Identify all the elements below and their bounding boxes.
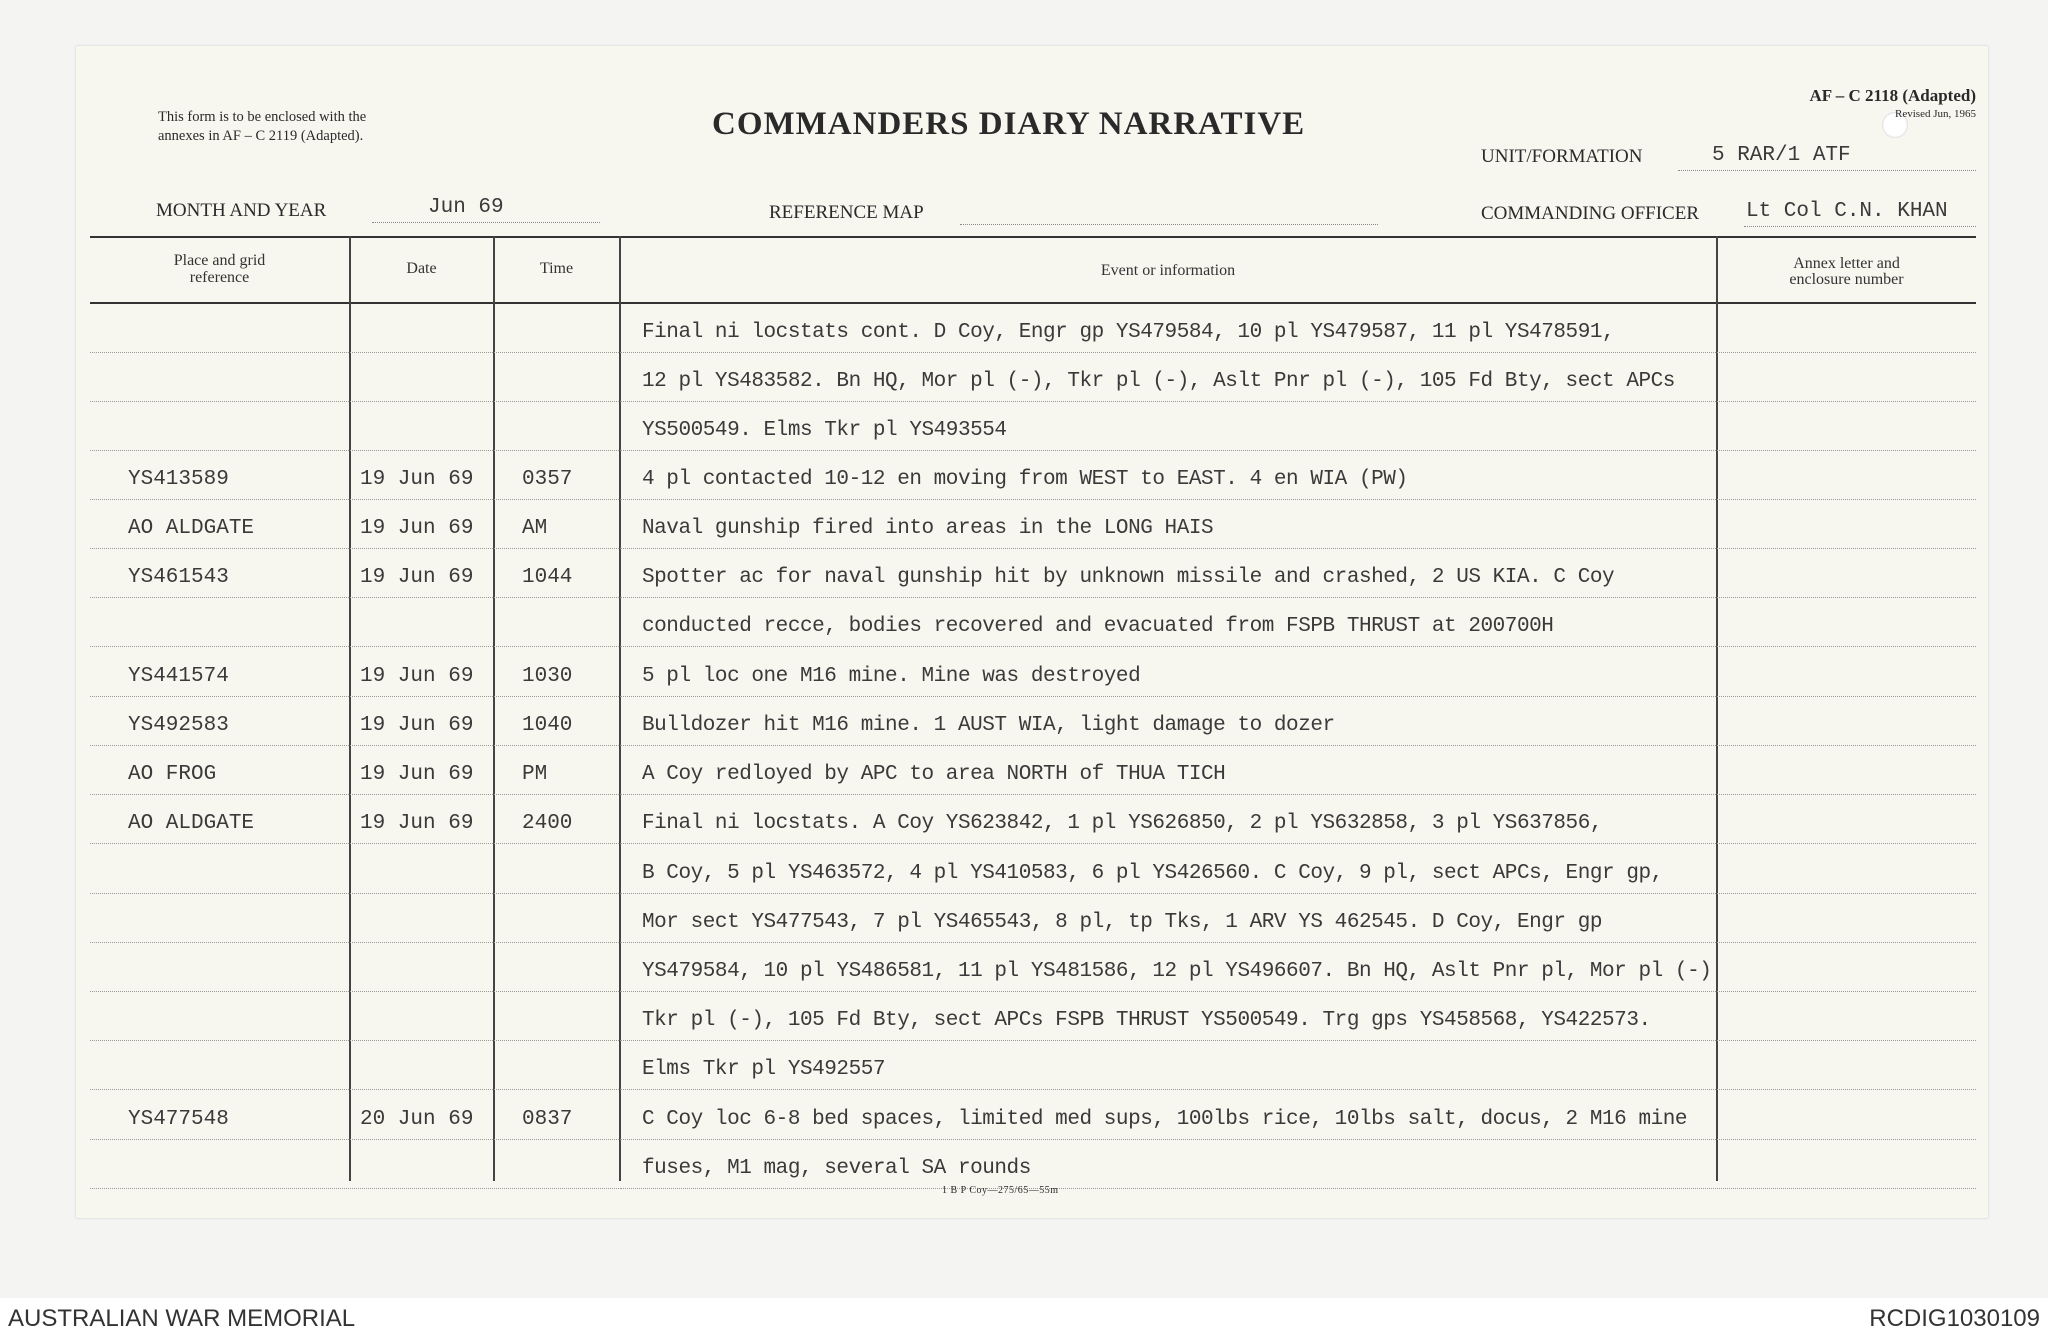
row-ruling: [1717, 745, 1976, 746]
row-ruling: [350, 1188, 493, 1189]
row-ruling: [90, 794, 349, 795]
entry-time: PM: [522, 763, 548, 786]
row-ruling: [620, 499, 1716, 500]
column-header-annex-line-2: enclosure number: [1789, 271, 1904, 288]
entry-date: 19 Jun 69: [360, 812, 474, 835]
row-ruling: [620, 548, 1716, 549]
co-value: Lt Col C.N. KHAN: [1746, 200, 1948, 223]
entry-date: 19 Jun 69: [360, 665, 474, 688]
row-ruling: [350, 991, 493, 992]
row-ruling: [90, 401, 349, 402]
row-ruling: [90, 745, 349, 746]
entry-date: 19 Jun 69: [360, 566, 474, 589]
entry-date: 19 Jun 69: [360, 468, 474, 491]
entry-event: A Coy redloyed by APC to area NORTH of THUA TICH: [642, 763, 1226, 786]
revised-date: Revised Jun, 1965: [1895, 108, 1976, 120]
row-ruling: [1717, 843, 1976, 844]
row-ruling: [1717, 1089, 1976, 1090]
row-ruling: [90, 548, 349, 549]
row-ruling: [90, 1040, 349, 1041]
row-ruling: [350, 597, 493, 598]
row-ruling: [620, 597, 1716, 598]
entry-event: YS500549. Elms Tkr pl YS493554: [642, 419, 1007, 442]
row-ruling: [90, 1139, 349, 1140]
row-ruling: [90, 499, 349, 500]
row-ruling: [1717, 499, 1976, 500]
form-title: COMMANDERS DIARY NARRATIVE: [712, 106, 1306, 142]
row-ruling: [350, 1089, 493, 1090]
column-header-place-line-2: reference: [189, 269, 250, 286]
entry-time: 1044: [522, 566, 573, 589]
row-ruling: [90, 893, 349, 894]
entry-event: C Coy loc 6-8 bed spaces, limited med sups, 100lbs rice, 10lbs salt, docus, 2 M16 mine: [642, 1108, 1688, 1131]
row-ruling: [620, 942, 1716, 943]
row-ruling: [494, 1040, 619, 1041]
entry-place: YS461543: [128, 566, 229, 589]
row-ruling: [494, 597, 619, 598]
row-ruling: [620, 646, 1716, 647]
row-ruling: [1717, 1040, 1976, 1041]
unit-label: UNIT/FORMATION: [1481, 146, 1643, 167]
entry-date: 19 Jun 69: [360, 517, 474, 540]
entry-time: 1030: [522, 665, 573, 688]
row-ruling: [620, 991, 1716, 992]
row-ruling: [350, 401, 493, 402]
row-ruling: [350, 646, 493, 647]
form-instruction-line-2: annexes in AF – C 2119 (Adapted).: [158, 128, 364, 144]
row-ruling: [1717, 401, 1976, 402]
row-ruling: [90, 646, 349, 647]
row-ruling: [1717, 352, 1976, 353]
row-ruling: [620, 401, 1716, 402]
row-ruling: [1717, 1139, 1976, 1140]
row-ruling: [90, 450, 349, 451]
row-ruling: [90, 352, 349, 353]
row-ruling: [90, 597, 349, 598]
entry-event: Final ni locstats. A Coy YS623842, 1 pl YS626850, 2 pl YS632858, 3 pl YS637856,: [642, 812, 1603, 835]
unit-field: [1678, 144, 1976, 171]
row-ruling: [350, 450, 493, 451]
co-field: [1744, 200, 1976, 227]
entry-event: Elms Tkr pl YS492557: [642, 1058, 886, 1081]
row-ruling: [1717, 450, 1976, 451]
entry-event: 5 pl loc one M16 mine. Mine was destroyed: [642, 665, 1141, 688]
row-ruling: [620, 745, 1716, 746]
row-ruling: [90, 991, 349, 992]
entry-place: YS413589: [128, 468, 229, 491]
row-ruling: [1717, 794, 1976, 795]
row-ruling: [494, 450, 619, 451]
entry-event: Spotter ac for naval gunship hit by unknown missile and crashed, 2 US KIA. C Coy: [642, 566, 1615, 589]
month-field: [372, 196, 600, 223]
row-ruling: [494, 401, 619, 402]
archive-reference: RCDIG1030109: [1869, 1305, 2040, 1332]
row-ruling: [350, 1040, 493, 1041]
entry-event: fuses, M1 mag, several SA rounds: [642, 1157, 1031, 1180]
entry-date: 19 Jun 69: [360, 763, 474, 786]
row-ruling: [90, 843, 349, 844]
row-ruling: [90, 1089, 349, 1090]
entry-event: Bulldozer hit M16 mine. 1 AUST WIA, light damage to dozer: [642, 714, 1335, 737]
row-ruling: [350, 843, 493, 844]
entry-date: 19 Jun 69: [360, 714, 474, 737]
month-value: Jun 69: [428, 196, 504, 219]
row-ruling: [350, 1139, 493, 1140]
row-ruling: [620, 696, 1716, 697]
row-ruling: [494, 942, 619, 943]
row-ruling: [494, 1139, 619, 1140]
row-ruling: [494, 352, 619, 353]
row-ruling: [350, 942, 493, 943]
column-header-event: Event or information: [1100, 262, 1236, 279]
row-ruling: [620, 1139, 1716, 1140]
row-ruling: [1717, 696, 1976, 697]
diary-form-sheet: [76, 46, 1988, 1218]
entry-event: YS479584, 10 pl YS486581, 11 pl YS481586, 12 pl YS496607. Bn HQ, Aslt Pnr pl, Mor pl (-): [642, 960, 1712, 983]
entry-place: AO ALDGATE: [128, 812, 255, 835]
row-ruling: [620, 893, 1716, 894]
entry-event: B Coy, 5 pl YS463572, 4 pl YS410583, 6 pl YS426560. C Coy, 9 pl, sect APCs, Engr gp,: [642, 862, 1663, 885]
entry-event: Naval gunship fired into areas in the LONG HAIS: [642, 517, 1214, 540]
row-ruling: [494, 843, 619, 844]
row-ruling: [350, 893, 493, 894]
entry-place: YS477548: [128, 1108, 229, 1131]
map-field: [960, 200, 1378, 225]
row-ruling: [494, 794, 619, 795]
row-ruling: [620, 1188, 1716, 1189]
entry-time: 1040: [522, 714, 573, 737]
printer-imprint: 1 B P Coy—275/65—55m: [942, 1185, 1059, 1196]
month-label: MONTH AND YEAR: [156, 200, 327, 221]
row-ruling: [350, 352, 493, 353]
column-header-place: [90, 252, 349, 286]
row-ruling: [1717, 1188, 1976, 1189]
row-ruling: [620, 843, 1716, 844]
row-ruling: [1717, 942, 1976, 943]
row-ruling: [1717, 991, 1976, 992]
row-ruling: [494, 548, 619, 549]
row-ruling: [494, 646, 619, 647]
entry-place: YS441574: [128, 665, 229, 688]
form-number: AF – C 2118 (Adapted): [1809, 86, 1976, 105]
row-ruling: [620, 352, 1716, 353]
entry-time: AM: [522, 517, 548, 540]
row-ruling: [494, 499, 619, 500]
row-ruling: [350, 696, 493, 697]
co-label: COMMANDING OFFICER: [1481, 203, 1699, 224]
row-ruling: [350, 745, 493, 746]
row-ruling: [90, 696, 349, 697]
row-ruling: [90, 942, 349, 943]
row-ruling: [620, 1040, 1716, 1041]
entry-date: 20 Jun 69: [360, 1108, 474, 1131]
map-label: REFERENCE MAP: [769, 202, 924, 223]
archive-name: AUSTRALIAN WAR MEMORIAL: [8, 1305, 356, 1332]
row-ruling: [494, 893, 619, 894]
row-ruling: [494, 1089, 619, 1090]
row-ruling: [350, 548, 493, 549]
entry-event: Tkr pl (-), 105 Fd Bty, sect APCs FSPB THRUST YS500549. Trg gps YS458568, YS422573.: [642, 1009, 1651, 1032]
column-header-time: Time: [539, 260, 574, 277]
row-ruling: [1717, 597, 1976, 598]
row-ruling: [494, 1188, 619, 1189]
row-ruling: [494, 991, 619, 992]
row-ruling: [1717, 646, 1976, 647]
row-ruling: [494, 696, 619, 697]
row-ruling: [620, 794, 1716, 795]
entry-time: 0357: [522, 468, 573, 491]
unit-value: 5 RAR/1 ATF: [1712, 144, 1851, 167]
column-header-annex: [1717, 256, 1976, 288]
row-ruling: [1717, 893, 1976, 894]
entry-place: AO FROG: [128, 763, 217, 786]
row-ruling: [620, 1089, 1716, 1090]
column-header-annex-line-1: Annex letter and: [1793, 255, 1900, 272]
row-ruling: [90, 1188, 349, 1189]
entry-time: 0837: [522, 1108, 573, 1131]
entry-event: conducted recce, bodies recovered and evacuated from FSPB THRUST at 200700H: [642, 615, 1554, 638]
entry-time: 2400: [522, 812, 573, 835]
row-ruling: [350, 794, 493, 795]
entry-event: 4 pl contacted 10-12 en moving from WEST to EAST. 4 en WIA (PW): [642, 468, 1408, 491]
row-ruling: [494, 745, 619, 746]
entry-place: YS492583: [128, 714, 229, 737]
row-ruling: [1717, 548, 1976, 549]
column-header-date: Date: [406, 260, 437, 277]
table-top-rule: [90, 236, 1976, 238]
entry-event: Mor sect YS477543, 7 pl YS465543, 8 pl, tp Tks, 1 ARV YS 462545. D Coy, Engr gp: [642, 911, 1603, 934]
entry-place: AO ALDGATE: [128, 517, 255, 540]
entry-event: Final ni locstats cont. D Coy, Engr gp YS479584, 10 pl YS479587, 11 pl YS478591,: [642, 321, 1615, 344]
row-ruling: [350, 499, 493, 500]
row-ruling: [620, 450, 1716, 451]
entry-event: 12 pl YS483582. Bn HQ, Mor pl (-), Tkr pl (-), Aslt Pnr pl (-), 105 Fd Bty, sect APCs: [642, 370, 1675, 393]
column-header-place-line-1: Place and grid: [173, 252, 266, 269]
form-instruction-line-1: This form is to be enclosed with the: [158, 109, 367, 125]
form-instruction: [158, 108, 366, 146]
table-header-rule: [90, 302, 1976, 304]
